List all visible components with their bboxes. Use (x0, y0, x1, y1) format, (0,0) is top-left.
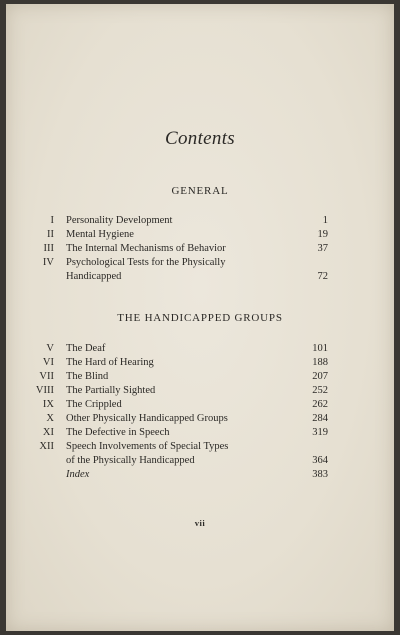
section-heading-handicapped-groups: THE HANDICAPPED GROUPS (117, 312, 283, 324)
toc-entry-index (6, 468, 394, 482)
chapter-number: I (50, 215, 54, 226)
toc-entry (6, 384, 394, 398)
chapter-title: The Crippled (66, 399, 122, 410)
toc-entry (6, 342, 394, 356)
chapter-number: III (43, 243, 54, 254)
chapter-number: XI (42, 427, 54, 438)
chapter-title-line-1: Speech Involvements of Special Types (66, 441, 229, 452)
chapter-number: XII (39, 441, 54, 452)
page-number: 319 (312, 427, 328, 438)
chapter-title: Mental Hygiene (66, 229, 134, 240)
chapter-title: Personality Development (66, 215, 173, 226)
toc-general (6, 214, 394, 284)
toc-entry (6, 412, 394, 426)
chapter-number: VII (39, 371, 54, 382)
toc-entry (6, 370, 394, 384)
page-number: 284 (312, 413, 328, 424)
toc-handicapped-groups (6, 342, 394, 482)
chapter-number: X (46, 413, 54, 424)
chapter-title-line-2: of the Physically Handicapped (66, 455, 195, 466)
chapter-title: The Partially Sighted (66, 385, 156, 396)
page-number: 19 (317, 229, 328, 240)
page-number: 364 (312, 455, 328, 466)
toc-entry (6, 440, 394, 468)
page-number: 188 (312, 357, 328, 368)
chapter-title: Other Physically Handicapped Groups (66, 413, 228, 424)
chapter-number: IX (42, 399, 54, 410)
toc-entry (6, 398, 394, 412)
page-number: 252 (312, 385, 328, 396)
toc-entry (6, 256, 394, 284)
chapter-title: The Blind (66, 371, 109, 382)
chapter-title (66, 256, 316, 284)
chapter-title-line-2: Handicapped (66, 271, 122, 282)
page-number: 383 (312, 469, 328, 480)
page-number: 72 (317, 271, 328, 282)
index-title: Index (66, 469, 90, 480)
chapter-title: The Hard of Hearing (66, 357, 154, 368)
page-number: 1 (322, 215, 328, 226)
chapter-title: The Deaf (66, 343, 106, 354)
chapter-number: IV (42, 257, 54, 268)
page-number: 207 (312, 371, 328, 382)
section-heading-general: GENERAL (171, 185, 229, 197)
chapter-number: II (47, 229, 54, 240)
chapter-number: V (46, 343, 54, 354)
toc-entry (6, 242, 394, 256)
chapter-title-line-1: Psychological Tests for the Physically (66, 257, 226, 268)
toc-entry (6, 214, 394, 228)
chapter-number: VIII (35, 385, 54, 396)
chapter-title (66, 440, 316, 468)
chapter-number: VI (42, 357, 54, 368)
toc-entry (6, 356, 394, 370)
page-number: 101 (312, 343, 328, 354)
page-number: 37 (317, 243, 328, 254)
book-page (6, 4, 394, 631)
folio-page-number: vii (194, 518, 206, 528)
page-number: 262 (312, 399, 328, 410)
contents-title: Contents (165, 128, 235, 149)
chapter-title: The Defective in Speech (66, 427, 170, 438)
chapter-title: The Internal Mechanisms of Behavior (66, 243, 226, 254)
toc-entry (6, 426, 394, 440)
toc-entry (6, 228, 394, 242)
